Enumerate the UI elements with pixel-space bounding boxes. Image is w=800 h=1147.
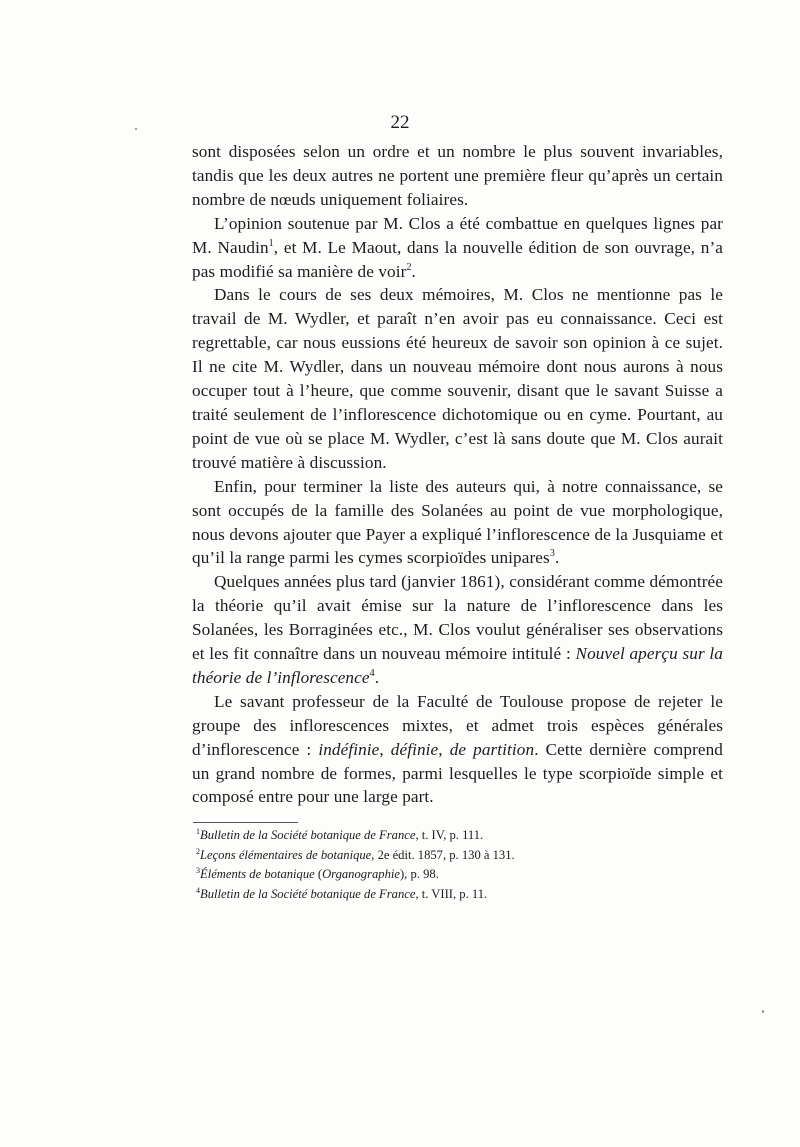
footnote-2	[196, 846, 716, 866]
paragraph-text: .	[411, 261, 416, 281]
footnote-source-subtitle: Organographie	[322, 867, 400, 882]
separator: ,	[438, 739, 443, 759]
footnote-ref-1: 1	[268, 237, 274, 249]
paragraph-6	[192, 690, 723, 810]
footnote-mark: 1	[196, 827, 200, 836]
paragraph-3	[192, 283, 723, 474]
footnote-mark: 4	[196, 885, 200, 895]
paragraph-1	[192, 140, 723, 212]
footnote-detail: , t. IV, p. 111.	[415, 828, 484, 842]
paragraph-text: Enfin, pour terminer la liste des auteurs qui, à notre connaissance, se sont occupés de la famille des Solanées au point de vue morphologique, nous devons ajouter que Payer a expliqué l’inflorescence de la Jusquiame et qu’il la range parmi les cymes scorpioïdes unipares	[192, 476, 723, 568]
paragraph-text: sont disposées selon un ordre et un nombre le plus souvent invariables, tandis que les deux autres ne portent une première fleur qu’après un certain nombre de nœuds uniquement foliaires.	[192, 142, 723, 209]
paragraph-2	[192, 212, 723, 284]
memoir-title: Nouvel aperçu sur la théorie de l’inflorescence	[192, 644, 723, 687]
page-number: 22	[390, 112, 410, 133]
paragraph-text: , et M. Le Maout, dans la nouvelle édition de son ouvrage, n’a pas modifié sa manière de voir	[192, 237, 723, 281]
footnote-source: Leçons élémentaires de botanique	[200, 847, 372, 862]
paragraph-text: Quelques années plus tard (janvier 1861), considérant comme démontrée la théorie qu’il avait émise sur la nature de l’inflorescence dans les Solanées, les Borraginées etc., M. Clos voulut généraliser ses observations et les fit connaître dans un nouveau mémoire intitulé :	[192, 572, 723, 664]
paragraph-text: . Cette dernière comprend un grand nombre de formes, parmi lesquelles le type scorpioïde simple et composé entre pour une large part.	[192, 739, 724, 807]
footnote-ref-3: 3	[549, 548, 555, 560]
footnote-source: Bulletin de la Société botanique de France	[200, 828, 416, 842]
paragraph-text: .	[554, 548, 560, 568]
footnote-1	[196, 826, 716, 846]
footnote-rule	[193, 822, 298, 823]
footnotes	[196, 826, 716, 904]
separator: ,	[379, 739, 384, 759]
paragraph-text: L’opinion soutenue par M. Clos a été combattue en quelques lignes par M. Naudin	[192, 213, 723, 257]
term-partition: de partition	[449, 739, 535, 759]
footnote-ref-4: 4	[369, 667, 375, 679]
paragraph-5	[192, 570, 723, 690]
paragraph-text: Le savant professeur de la Faculté de Toulouse propose de rejeter le groupe des inflorescences mixtes, et admet trois espèces générales d’inflorescence :	[192, 691, 723, 759]
term-indefinie: indéfinie	[318, 739, 380, 759]
footnote-3: $^3$Éléments de botanique (Organographie), p. 98.	[196, 866, 439, 882]
body-text	[192, 140, 723, 809]
footnote-detail: , 2e édit. 1857, p. 130 à 131.	[371, 847, 515, 862]
paper-speck	[762, 1010, 764, 1013]
footnote-detail: , p. 98.	[404, 867, 439, 882]
footnote-source: Bulletin de la Société botanique de France	[200, 886, 416, 901]
paper-speck	[135, 128, 137, 130]
paragraph-4	[192, 475, 723, 571]
paragraph-text: Dans le cours de ses deux mémoires, M. Clos ne mentionne pas le travail de M. Wydler, et paraît n’en avoir pas eu connaissance. Ceci est regrettable, car nous eussions été heureux de savoir son opinion à ce sujet. Il ne cite M. Wydler, dans un nouveau mémoire dont nous aurons à nous occuper tout à l’heure, que comme souvenir, disant que le savant Suisse a traité seulement de l’inflorescence dichotomique ou en cyme. Pourtant, au point de vue où se place M. Wydler, c’est là sans doute que M. Clos aurait trouvé matière à discussion.	[192, 285, 723, 472]
footnote-ref-2: 2	[406, 261, 412, 273]
footnote-source: Éléments de botanique	[200, 867, 315, 882]
footnote-mark: 2	[196, 846, 200, 856]
footnote-mark: 3	[196, 866, 200, 876]
term-definie: définie	[390, 739, 439, 759]
paragraph-text: .	[374, 667, 380, 687]
footnote-detail: , t. VIII, p. 11.	[415, 886, 488, 901]
footnote-4	[196, 885, 716, 905]
